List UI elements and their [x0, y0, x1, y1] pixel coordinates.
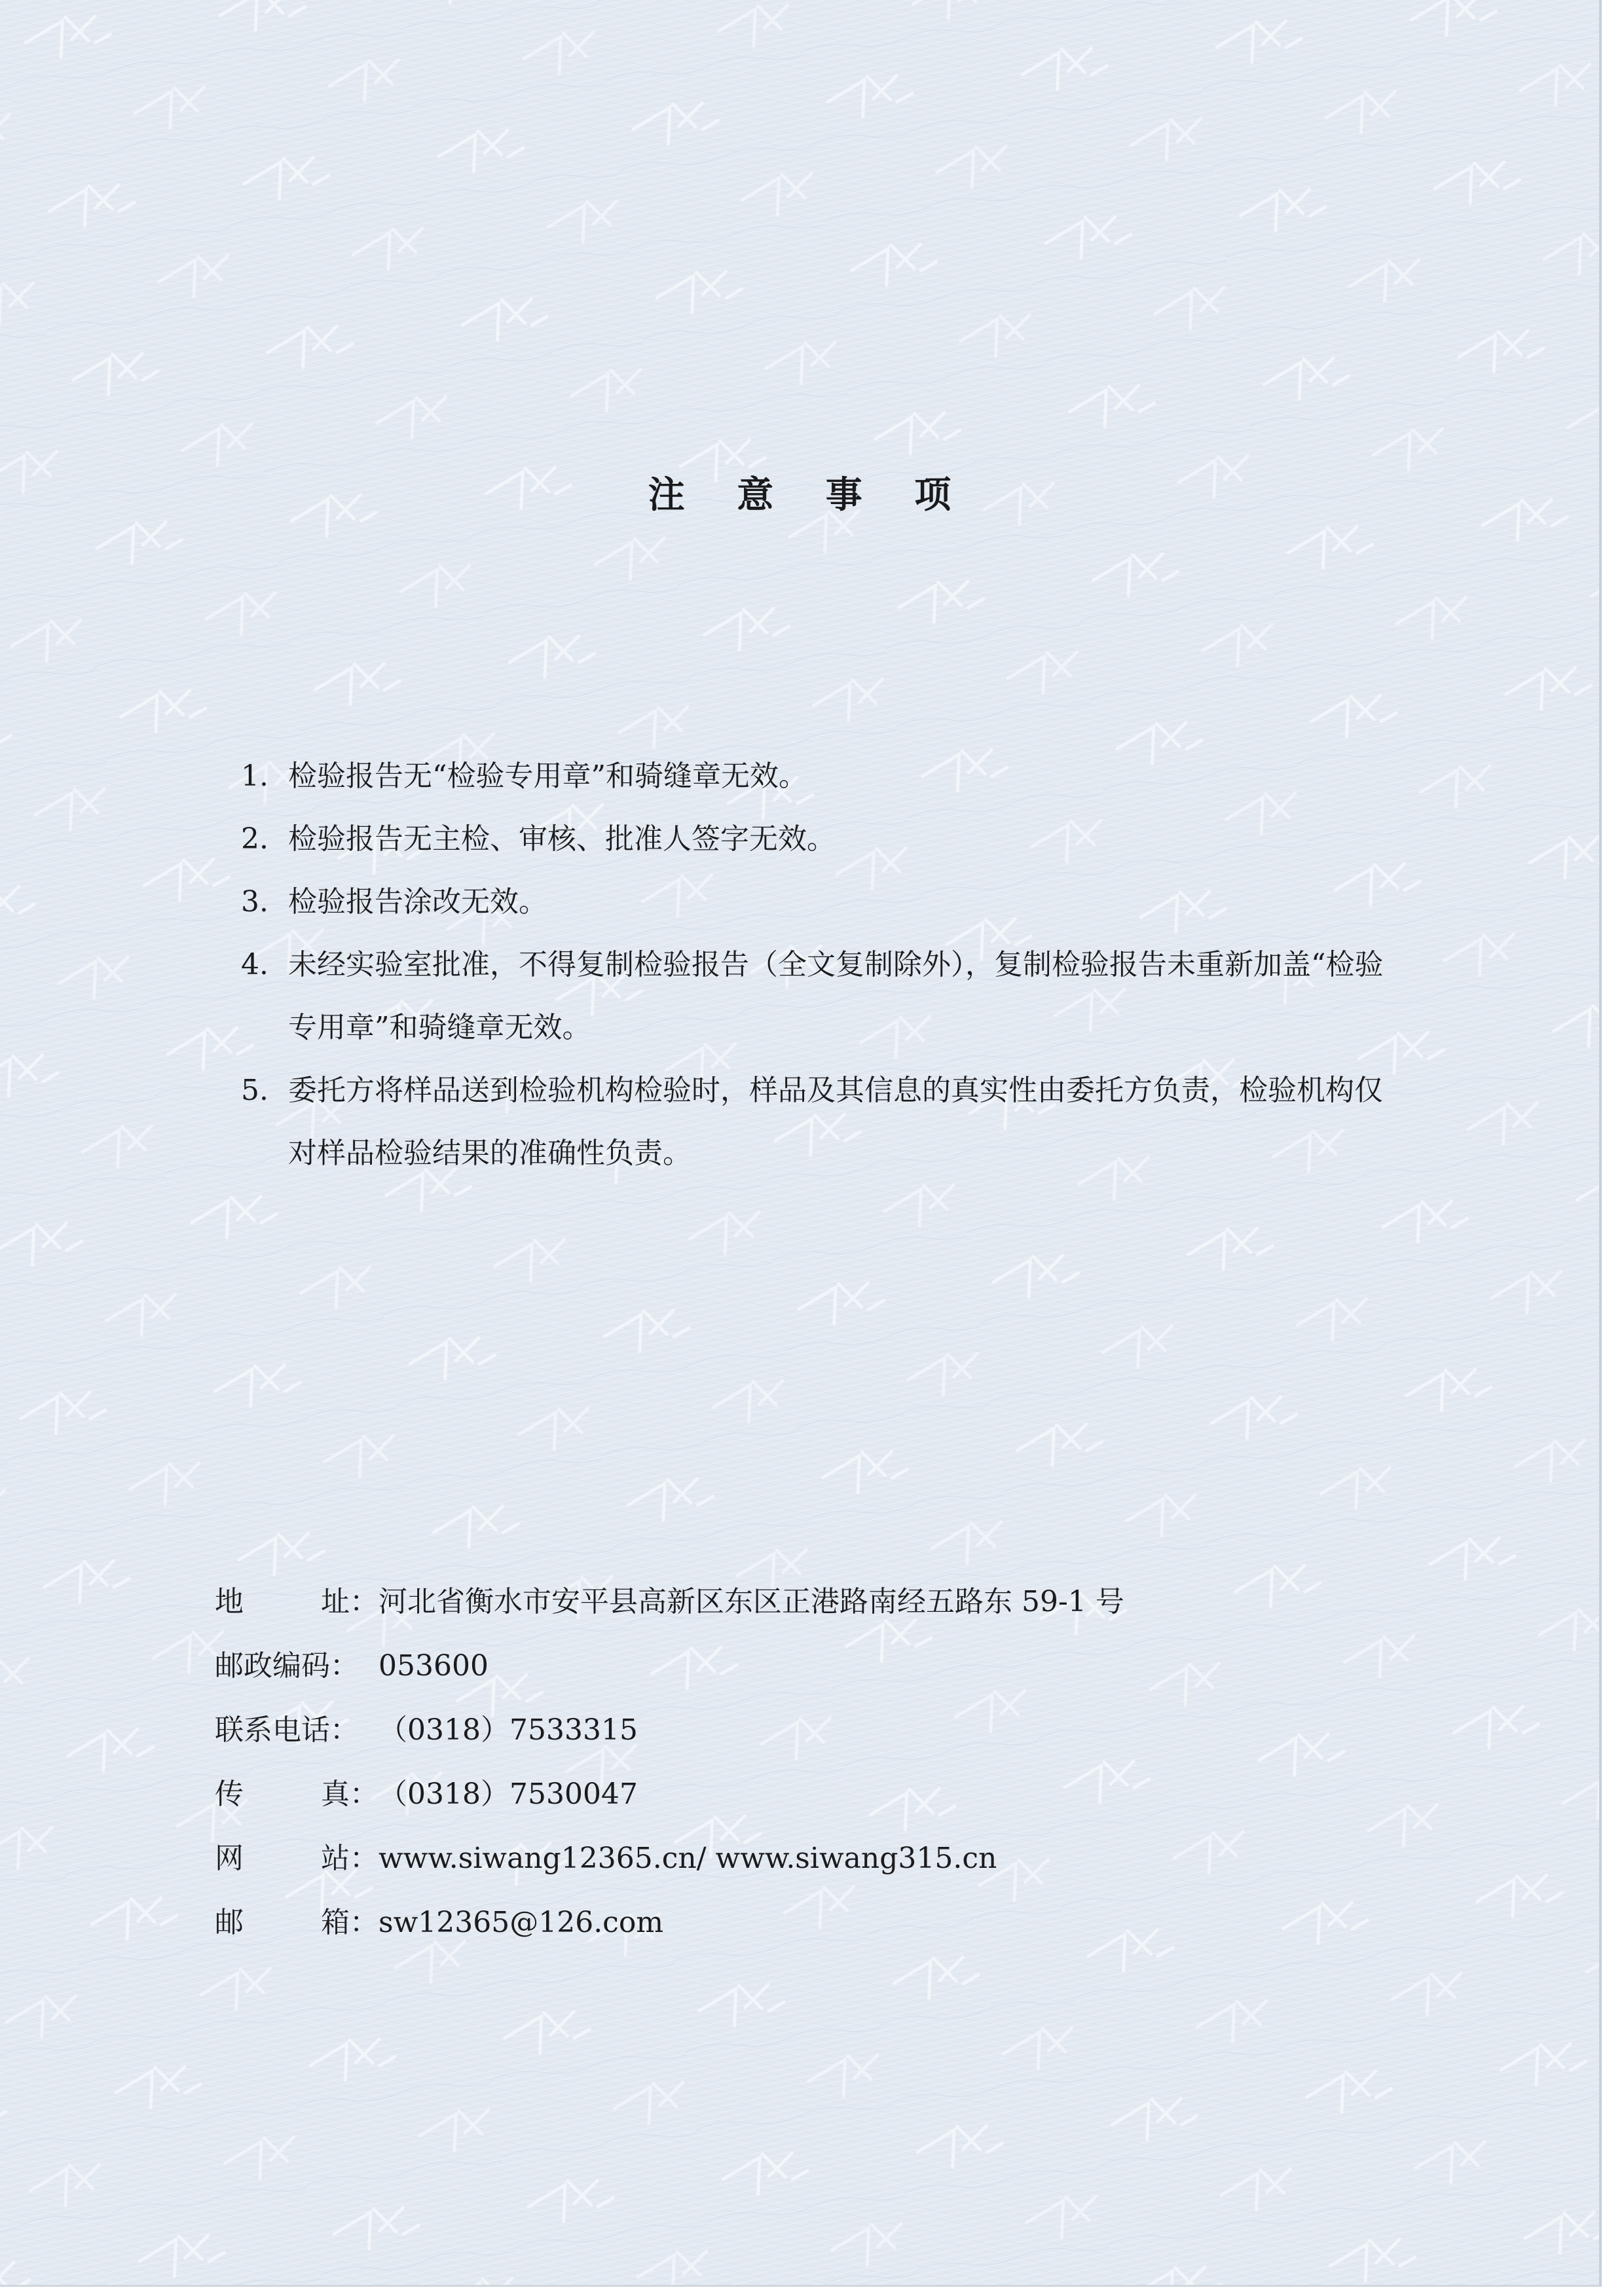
address-row	[215, 1570, 1380, 1634]
address-value: 河北省衡水市安平县高新区东区正港路南经五路东 59-1 号	[378, 1585, 1124, 1618]
note-number: 1.	[241, 759, 268, 793]
phone-value: （0318）7533315	[378, 1713, 638, 1747]
list-item	[241, 934, 1393, 1059]
label-part: 真：	[321, 1777, 378, 1811]
note-text: 检验报告涂改无效。	[288, 885, 547, 919]
note-number: 5.	[241, 1074, 268, 1107]
postcode-row	[215, 1634, 1380, 1698]
note-text: 检验报告无“检验专用章”和骑缝章无效。	[288, 759, 807, 793]
website-row	[215, 1827, 1380, 1891]
website-label	[215, 1827, 378, 1891]
note-text: 未经实验室批准，不得复制检验报告（全文复制除外），复制检验报告未重新加盖“检验专用章”和骑缝章无效。	[288, 948, 1384, 1044]
note-text: 委托方将样品送到检验机构检验时，样品及其信息的真实性由委托方负责，检验机构仅对样品检验结果的准确性负责。	[288, 1074, 1383, 1170]
note-number: 4.	[241, 948, 268, 981]
label-part: 传	[215, 1777, 244, 1811]
contact-block	[215, 1570, 1380, 1955]
list-item	[241, 871, 1393, 934]
postcode-label	[215, 1634, 378, 1698]
address-label	[215, 1570, 378, 1634]
label-part: 网	[215, 1842, 244, 1875]
postcode-value: 053600	[378, 1649, 489, 1683]
note-number: 3.	[241, 885, 268, 919]
website-value[interactable]: www.siwang12365.cn/ www.siwang315.cn	[378, 1842, 997, 1875]
label-part: 地	[215, 1585, 244, 1618]
label-part: 箱：	[321, 1906, 378, 1939]
list-item	[241, 1059, 1393, 1185]
fax-row	[215, 1762, 1380, 1827]
email-label	[215, 1891, 378, 1955]
note-number: 2.	[241, 822, 268, 856]
label-part: 邮政编码：	[215, 1649, 359, 1683]
list-item	[241, 745, 1393, 808]
notes-list	[241, 745, 1393, 1185]
list-item	[241, 808, 1393, 871]
fax-label	[215, 1762, 378, 1827]
fax-value: （0318）7530047	[378, 1777, 638, 1811]
label-part: 联系电话：	[215, 1713, 359, 1747]
page-title: 注 意 事 项	[648, 473, 971, 517]
email-row	[215, 1891, 1380, 1955]
label-part: 邮	[215, 1906, 244, 1939]
phone-label	[215, 1698, 378, 1762]
phone-row	[215, 1698, 1380, 1762]
label-part: 站：	[321, 1842, 378, 1875]
label-part: 址：	[321, 1585, 378, 1618]
note-text: 检验报告无主检、审核、批准人签字无效。	[288, 822, 836, 856]
email-value[interactable]: sw12365@126.com	[378, 1906, 664, 1939]
